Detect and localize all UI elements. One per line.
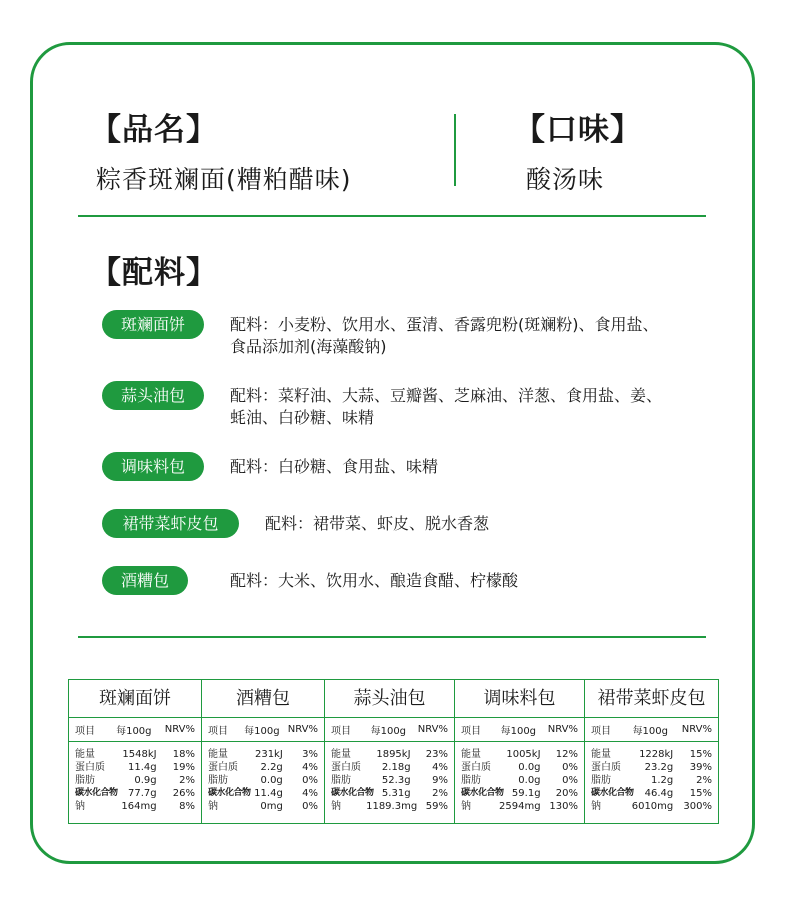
ingredient-label-seasoning: 调味料包 <box>102 452 204 481</box>
col-per: 每100g <box>116 726 152 737</box>
col-nrv: NRV% <box>547 724 578 735</box>
nutrition-table <box>69 680 202 823</box>
row-label: 脂肪 <box>461 775 481 786</box>
row-value: 164mg <box>121 801 157 812</box>
row-label: 蛋白质 <box>75 762 105 773</box>
table-row <box>69 800 201 813</box>
row-value: 23.2g <box>644 762 674 773</box>
ingredient-line: 配料：小麦粉、饮用水、蛋清、香露兜粉(斑斓粉)、食用盐、 <box>230 315 659 334</box>
table-subheader <box>455 718 584 742</box>
table-row <box>585 748 718 761</box>
ingredient-line: 食品添加剂(海藻酸钠) <box>230 337 387 356</box>
ingredient-text-seaweed <box>265 513 489 535</box>
ingredients-title: 【配料】 <box>90 255 218 291</box>
row-label: 钠 <box>208 801 218 812</box>
col-nrv: NRV% <box>287 724 318 735</box>
row-label: 碳水化合物 <box>208 788 251 798</box>
row-nrv: 0% <box>562 775 578 786</box>
row-value: 6010mg <box>631 801 674 812</box>
row-nrv: 26% <box>172 788 195 799</box>
row-label: 能量 <box>591 749 611 760</box>
nutrition-table <box>455 680 585 823</box>
table-row <box>202 761 324 774</box>
table-row <box>585 774 718 787</box>
table-row <box>325 748 454 761</box>
ingredient-line: 配料：菜籽油、大蒜、豆瓣酱、芝麻油、洋葱、食用盐、姜、 <box>230 386 663 405</box>
row-value: 0.0g <box>518 775 541 786</box>
row-value: 2594mg <box>499 801 541 812</box>
nutrition-table <box>325 680 455 823</box>
table-row <box>69 787 201 800</box>
table-row <box>202 748 324 761</box>
row-label: 能量 <box>461 749 481 760</box>
row-label: 脂肪 <box>75 775 95 786</box>
ingredient-label-noodle: 斑斓面饼 <box>102 310 204 339</box>
row-nrv: 8% <box>179 801 195 812</box>
ingredient-label-garlic-oil: 蒜头油包 <box>102 381 204 410</box>
row-value: 1895kJ <box>376 749 411 760</box>
row-label: 蛋白质 <box>208 762 238 773</box>
product-name-title: 【品名】 <box>90 112 218 148</box>
ingredient-text-seasoning <box>230 456 438 478</box>
table-title: 斑斓面饼 <box>69 680 201 718</box>
row-value: 11.4g <box>127 762 157 773</box>
row-label: 蛋白质 <box>331 762 361 773</box>
ingredient-line: 配料：白砂糖、食用盐、味精 <box>230 457 439 476</box>
col-item: 项目 <box>75 726 95 737</box>
row-nrv: 0% <box>562 762 578 773</box>
table-row <box>69 761 201 774</box>
table-row <box>325 761 454 774</box>
row-nrv: 0% <box>302 801 318 812</box>
row-value: 59.1g <box>511 788 541 799</box>
row-nrv: 4% <box>432 762 448 773</box>
col-per: 每100g <box>632 726 668 737</box>
row-label: 钠 <box>591 801 601 812</box>
row-nrv: 4% <box>302 762 318 773</box>
row-value: 231kJ <box>254 749 283 760</box>
row-value: 0.0g <box>260 775 283 786</box>
row-nrv: 130% <box>549 801 578 812</box>
col-nrv: NRV% <box>417 724 448 735</box>
table-row <box>585 787 718 800</box>
table-row <box>325 787 454 800</box>
row-nrv: 18% <box>172 749 195 760</box>
header-divider <box>454 114 456 186</box>
table-title: 调味料包 <box>455 680 584 718</box>
col-per: 每100g <box>370 726 407 737</box>
nutrition-table <box>585 680 718 823</box>
table-row <box>325 774 454 787</box>
row-value: 1189.3mg <box>366 801 418 812</box>
col-item: 项目 <box>591 726 611 737</box>
row-label: 能量 <box>208 749 228 760</box>
ingredient-label-seaweed: 裙带菜虾皮包 <box>102 509 239 538</box>
ingredient-text-wine-lees <box>230 570 518 592</box>
flavor-value: 酸汤味 <box>526 165 605 194</box>
row-value: 2.2g <box>260 762 283 773</box>
row-nrv: 19% <box>172 762 195 773</box>
row-nrv: 4% <box>302 788 318 799</box>
row-label: 能量 <box>75 749 95 760</box>
row-value: 1005kJ <box>506 749 541 760</box>
table-row <box>202 787 324 800</box>
row-label: 钠 <box>331 801 341 812</box>
row-value: 1.2g <box>651 775 674 786</box>
ingredient-text-noodle <box>230 314 659 358</box>
col-per: 每100g <box>244 726 280 737</box>
table-title: 酒糟包 <box>202 680 324 718</box>
row-label: 钠 <box>75 801 85 812</box>
table-subheader <box>585 718 718 742</box>
row-value: 46.4g <box>644 788 674 799</box>
row-value: 2.18g <box>381 762 411 773</box>
table-title: 裙带菜虾皮包 <box>585 680 718 718</box>
row-label: 碳水化合物 <box>75 788 118 798</box>
row-value: 0.0g <box>518 762 541 773</box>
row-nrv: 12% <box>555 749 578 760</box>
row-nrv: 15% <box>689 788 712 799</box>
row-nrv: 39% <box>689 762 712 773</box>
ingredient-line: 蚝油、白砂糖、味精 <box>230 408 375 427</box>
table-row <box>455 787 584 800</box>
table-row <box>455 748 584 761</box>
row-label: 碳水化合物 <box>461 788 504 798</box>
ingredient-line: 配料：大米、饮用水、酿造食醋、柠檬酸 <box>230 571 519 590</box>
row-label: 脂肪 <box>591 775 611 786</box>
row-label: 脂肪 <box>331 775 351 786</box>
ingredient-text-garlic-oil <box>230 385 662 429</box>
nutrition-tables <box>68 679 719 824</box>
table-row <box>585 800 718 813</box>
table-row <box>455 800 584 813</box>
table-row <box>202 774 324 787</box>
divider-bottom <box>78 636 706 638</box>
row-label: 脂肪 <box>208 775 228 786</box>
table-row <box>455 774 584 787</box>
nutrition-table <box>202 680 325 823</box>
row-nrv: 9% <box>432 775 448 786</box>
row-nrv: 2% <box>696 775 712 786</box>
row-value: 11.4g <box>254 788 283 799</box>
row-value: 77.7g <box>127 788 157 799</box>
col-item: 项目 <box>331 726 351 737</box>
table-row <box>69 774 201 787</box>
row-nrv: 2% <box>432 788 448 799</box>
flavor-title: 【口味】 <box>514 112 642 148</box>
ingredient-line: 配料：裙带菜、虾皮、脱水香葱 <box>265 514 490 533</box>
row-value: 0.9g <box>134 775 157 786</box>
table-subheader <box>69 718 201 742</box>
table-row <box>202 800 324 813</box>
row-label: 钠 <box>461 801 471 812</box>
row-label: 能量 <box>331 749 351 760</box>
row-nrv: 0% <box>302 775 318 786</box>
table-subheader <box>325 718 454 742</box>
table-row <box>325 800 454 813</box>
row-label: 蛋白质 <box>461 762 491 773</box>
row-value: 52.3g <box>381 775 411 786</box>
col-nrv: NRV% <box>164 724 195 735</box>
row-nrv: 59% <box>425 801 448 812</box>
product-name-value: 粽香斑斓面(糟粕醋味) <box>96 165 352 194</box>
table-row <box>455 761 584 774</box>
row-value: 1228kJ <box>639 749 674 760</box>
table-subheader <box>202 718 324 742</box>
row-label: 蛋白质 <box>591 762 621 773</box>
table-row <box>69 748 201 761</box>
row-nrv: 20% <box>555 788 578 799</box>
table-row <box>585 761 718 774</box>
col-item: 项目 <box>461 726 481 737</box>
row-value: 1548kJ <box>122 749 157 760</box>
row-nrv: 3% <box>302 749 318 760</box>
row-label: 碳水化合物 <box>591 788 634 798</box>
col-nrv: NRV% <box>681 724 712 735</box>
row-value: 5.31g <box>381 788 411 799</box>
row-nrv: 300% <box>683 801 712 812</box>
table-title: 蒜头油包 <box>325 680 454 718</box>
row-nrv: 15% <box>689 749 712 760</box>
row-label: 碳水化合物 <box>331 788 374 798</box>
row-nrv: 2% <box>179 775 195 786</box>
divider-top <box>78 215 706 217</box>
ingredient-label-wine-lees: 酒糟包 <box>102 566 188 595</box>
row-nrv: 23% <box>425 749 448 760</box>
row-value: 0mg <box>260 801 283 812</box>
col-item: 项目 <box>208 726 228 737</box>
col-per: 每100g <box>500 726 537 737</box>
